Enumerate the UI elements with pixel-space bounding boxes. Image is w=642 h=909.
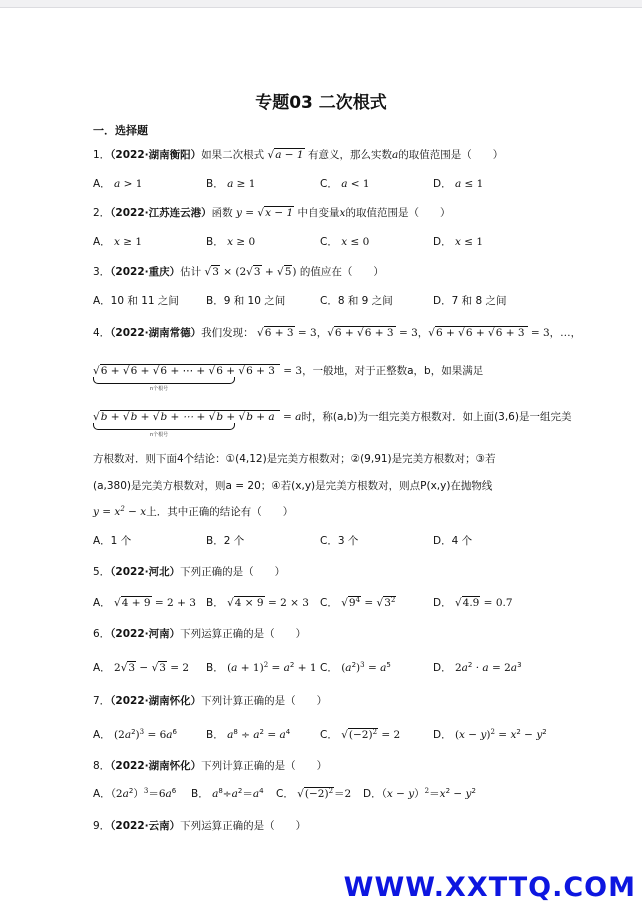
option-d: D． √4.9 = 0.7 — [433, 597, 513, 609]
question-7-options — [93, 727, 553, 741]
page-title: 专题03 二次根式 — [255, 93, 387, 113]
option-b: B． x ≥ 0 — [206, 236, 256, 248]
option-b: B． a ≥ 1 — [206, 178, 256, 190]
option-d: D．7 和 8 之间 — [433, 295, 507, 307]
option-c: C． $√9^4 = √3^2$ — [320, 596, 396, 609]
option-d: D． a ≤ 1 — [433, 178, 484, 190]
question-9: 9．（2022·云南）下列运算正确的是（ ） — [93, 820, 307, 832]
question-8: 8．（2022·湖南怀化）下列计算正确的是（ ） — [93, 760, 328, 772]
question-1-options — [93, 176, 553, 190]
option-d: D． $(x - y)^2 = x^2 - y^2$ — [433, 728, 547, 741]
question-4-line-6: $y = x^2 - x$上．其中正确的结论有（ ） — [93, 505, 294, 518]
question-4-line-2: √6 + √6 + √6 + ⋯ + √6 + √6 + 3 = 3，一般地，对于正整数a，b，如果满足 — [93, 365, 484, 377]
option-a: A．1 个 — [93, 535, 132, 547]
option-b: B． √4 × 9 = 2 × 3 — [206, 597, 309, 609]
option-a: A． a > 1 — [93, 178, 143, 190]
question-2-options — [93, 234, 553, 248]
question-6-options — [93, 660, 553, 674]
question-1: 1．（2022·湖南衡阳）如果二次根式 √a − 1 有意义，那么实数a的取值范围是（ ） — [93, 149, 504, 161]
option-c: C．3 个 — [320, 535, 359, 547]
question-7: 7．（2022·湖南怀化）下列计算正确的是（ ） — [93, 695, 328, 707]
option-a: A．$(2a^2)^3=6a^6$ — [93, 787, 177, 800]
brace-label-1: n个根号 — [150, 386, 169, 392]
brace-under-radical-1 — [93, 377, 235, 384]
option-c: C． x ≤ 0 — [320, 236, 370, 248]
option-c: C． $√(-2)^2=2$ — [276, 787, 352, 800]
option-b: B． $a^8 \div a^2 = a^4$ — [206, 728, 291, 741]
brace-under-radical-2 — [93, 423, 235, 430]
option-d: D．$(x - y)^2=x^2 - y^2$ — [363, 787, 476, 800]
question-5: 5．（2022·河北）下列正确的是（ ） — [93, 566, 286, 578]
option-d: D．4 个 — [433, 535, 473, 547]
option-c: C． a < 1 — [320, 178, 370, 190]
section-heading: 一．选择题 — [93, 124, 148, 137]
option-b: B． $(a + 1)^2 = a^2 + 1$ — [206, 661, 317, 674]
option-a: A． 2√3 − √3 = 2 — [93, 662, 190, 674]
question-3: 3．（2022·重庆）估计 √3 × (2√3 + √5) 的值应在（ ） — [93, 266, 384, 278]
question-4-line-4: 方根数对．则下面4个结论：①(4,12)是完美方根数对；②(9,91)是完美方根数对；③若 — [93, 453, 496, 465]
option-c: C． $(a^2)^3 = a^5$ — [320, 661, 391, 674]
option-b: B．9 和 10 之间 — [206, 295, 286, 307]
question-8-options — [93, 786, 553, 800]
option-a: A． x ≥ 1 — [93, 236, 143, 248]
top-toolbar-strip — [0, 0, 642, 8]
watermark-url: WWW.XXTTQ.COM — [343, 872, 636, 903]
option-d: D． x ≤ 1 — [433, 236, 484, 248]
option-c: C．8 和 9 之间 — [320, 295, 393, 307]
question-4-options — [93, 533, 553, 547]
brace-label-2: n个根号 — [150, 432, 169, 438]
question-4: 4．（2022·湖南常德）我们发现： √6 + 3 = 3，√6 + √6 + 3 = 3，√6 + √6 + √6 + 3 = 3，…， — [93, 327, 582, 339]
option-a: A． √4 + 9 = 2 + 3 — [93, 597, 196, 609]
question-6: 6．（2022·河南）下列运算正确的是（ ） — [93, 628, 307, 640]
question-2: 2．（2022·江苏连云港）函数 y = √x − 1 中自变量x的取值范围是（ ） — [93, 207, 451, 219]
question-3-options — [93, 293, 553, 307]
question-5-options — [93, 595, 553, 609]
option-c: C． $√(-2)^2 = 2$ — [320, 728, 401, 741]
option-b: B． $a^8\div a^2=a^4$ — [191, 787, 264, 800]
option-a: A．10 和 11 之间 — [93, 295, 179, 307]
option-d: D． $2a^2 \cdot a = 2a^3$ — [433, 661, 522, 674]
question-4-line-3: √b + √b + √b + ⋯ + √b + √b + a = a时，称(a,b)为一组完美方根数对．如上面(3,6)是一组完美 — [93, 411, 572, 423]
question-4-line-5: (a,380)是完美方根数对，则a = 20；④若(x,y)是完美方根数对，则点P(x,y)在抛物线 — [93, 480, 493, 492]
option-a: A． $(2a^2)^3 = 6a^6$ — [93, 728, 178, 741]
option-b: B．2 个 — [206, 535, 245, 547]
